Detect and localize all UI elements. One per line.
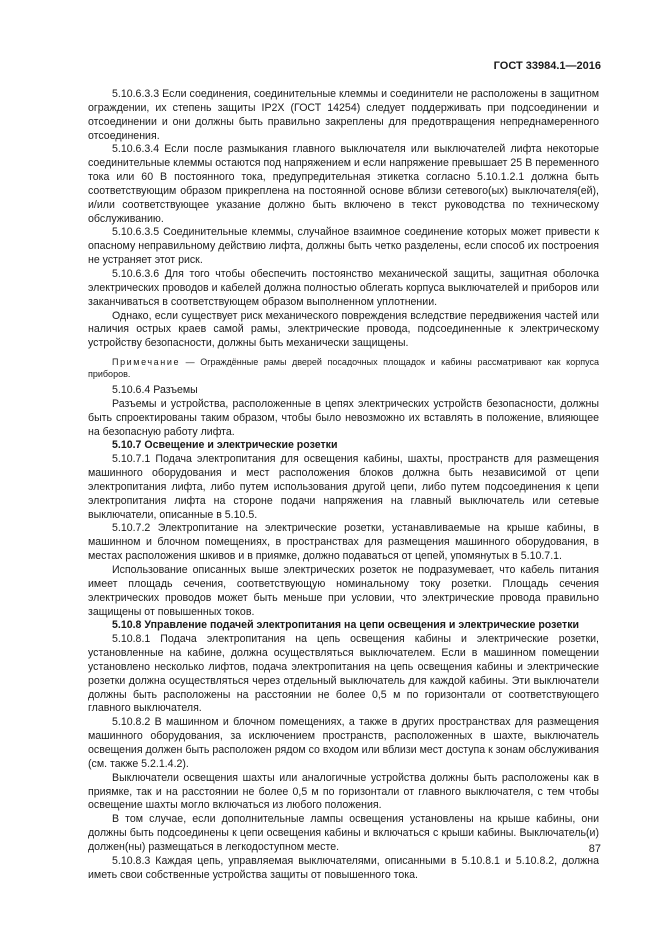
section-heading: 5.10.7 Освещение и электрические розетки (112, 439, 338, 452)
paragraph: В том случае, если дополнительные лампы освещения установлены на крыше кабины, они должны быть подсоединены к цепи освещения кабины и включаться с крыши кабины. Выключатель(и) должен(ны) размещаться в легкодоступном месте. (88, 813, 599, 853)
paragraph: 5.10.6.4 Разъемы (112, 384, 198, 397)
paragraph: Выключатели освещения шахты или аналогичные устройства должны быть расположены как в приямке, так и на расстоянии не более 0,5 м по горизонтали от главного выключателя, с тем чтобы освещение шахты могло включаться из любого положения. (88, 771, 599, 812)
paragraph: 5.10.7.1 Подача электропитания для освещения кабины, шахты, пространств для размещения машинного оборудования и мест расположения блоков должна быть независимой от цепи электропитания лифта, либо путем использования другой цепи, либо путем подсоединения к цепи электропитания лифта на стороне подачи напряжения на главный выключатель или сетевые выключатели, описанные в 5.10.5. (88, 453, 599, 521)
note-label: Примечание (112, 357, 181, 368)
paragraph: 5.10.8.1 Подача электропитания на цепь освещения кабины и электрические розетки, установленные на кабине, должна осуществляться выключателем. Если в машинном помещении установлено несколько лифтов, подача электропитания на цепь освещения кабины и электрические розетки должна осуществляться через отдельный выключатель для каждой кабины. Эти выключатели должны быть расположены на расстоянии не более 0,5 м по горизонтали от соответствующего главного выключателя. (88, 633, 599, 715)
paragraph: 5.10.6.3.6 Для того чтобы обеспечить постоянство механической защиты, защитная оболочка электрических проводов и кабелей должна полностью облегать корпуса выключателей и приборов или заканчиваться в соответствующем образом выполненном уплотнении. (88, 267, 599, 308)
paragraph: 5.10.6.3.4 Если после размыкания главного выключателя или выключателей лифта некоторые соединительные клеммы остаются под напряжением и если напряжение превышает 25 В переменного тока или 60 В постоянного тока, предупредительная этикетка согласно 5.10.1.2.1 должна быть соответствующим образом прикреплена на постоянной основе вблизи сетевого(ых) выключателя(ей), и/или соответствующее указание должно быть включено в текст руководства по техническому обслуживанию. (88, 143, 599, 225)
paragraph: Использование описанных выше электрических розеток не подразумевает, что кабель питания имеет площадь сечения, соответствующую номинальному току розетки. Площадь сечения электрических проводов может быть меньше при условии, что электрические провода правильно защищены от повышенных токов. (88, 564, 599, 618)
paragraph: 5.10.8.3 Каждая цепь, управляемая выключателями, описанными в 5.10.8.1 и 5.10.8.2, должна иметь свои собственные устройства защиты от повышенного тока. (88, 854, 599, 881)
paragraph: Разъемы и устройства, расположенные в цепях электрических устройств безопасности, должны быть спроектированы таким образом, чтобы было невозможно их вставлять в положение, влияющее на безопасную работу лифта. (88, 397, 599, 438)
paragraph: 5.10.7.2 Электропитание на электрические розетки, устанавливаемые на крыше кабины, в машинном и блочном помещениях, в пространствах для размещения машинного оборудования, в местах расположения шкивов и в приямке, должно подаваться от цепей, упомянутых в 5.10.7.1. (88, 522, 599, 563)
paragraph: 5.10.8.2 В машинном и блочном помещениях, а также в других пространствах для размещения машинного оборудования, за исключением пространств, расположенных в шахте, выключатель освещения должен быть расположен рядом со входом или вблизи мест доступа к зонам обслуживания (см. также 5.2.1.4.2). (88, 716, 599, 770)
paragraph: Однако, если существует риск механического повреждения вследствие передвижения частей или наличия острых краев самой рамы, электрические провода, подсоединенные к электрическому устройству безопасности, должны быть механически защищены. (88, 309, 599, 350)
note (88, 357, 599, 380)
paragraph: 5.10.6.3.3 Если соединения, соединительные клеммы и соединители не расположены в защитном ограждении, их степень защиты IP2X (ГОСТ 14254) следует поддерживать при подсоединении и отсоединении и они должны быть правильно закреплены для предотвращения непреднамеренного отсоединения. (88, 88, 599, 142)
page-number: 87 (588, 843, 601, 855)
document-body (88, 88, 599, 882)
note-text: — Ограждённые рамы дверей посадочных площадок и кабины рассматривают как корпуса приборов. (88, 357, 599, 379)
section-heading: 5.10.8 Управление подачей электропитания на цепи освещения и электрические розетки (112, 619, 580, 632)
document-header: ГОСТ 33984.1—2016 (493, 60, 601, 72)
paragraph: 5.10.6.3.5 Соединительные клеммы, случайное взаимное соединение которых может привести к опасному неправильному действию лифта, должны быть четко разделены, если способ их построения не устраняет этот риск. (88, 226, 599, 267)
